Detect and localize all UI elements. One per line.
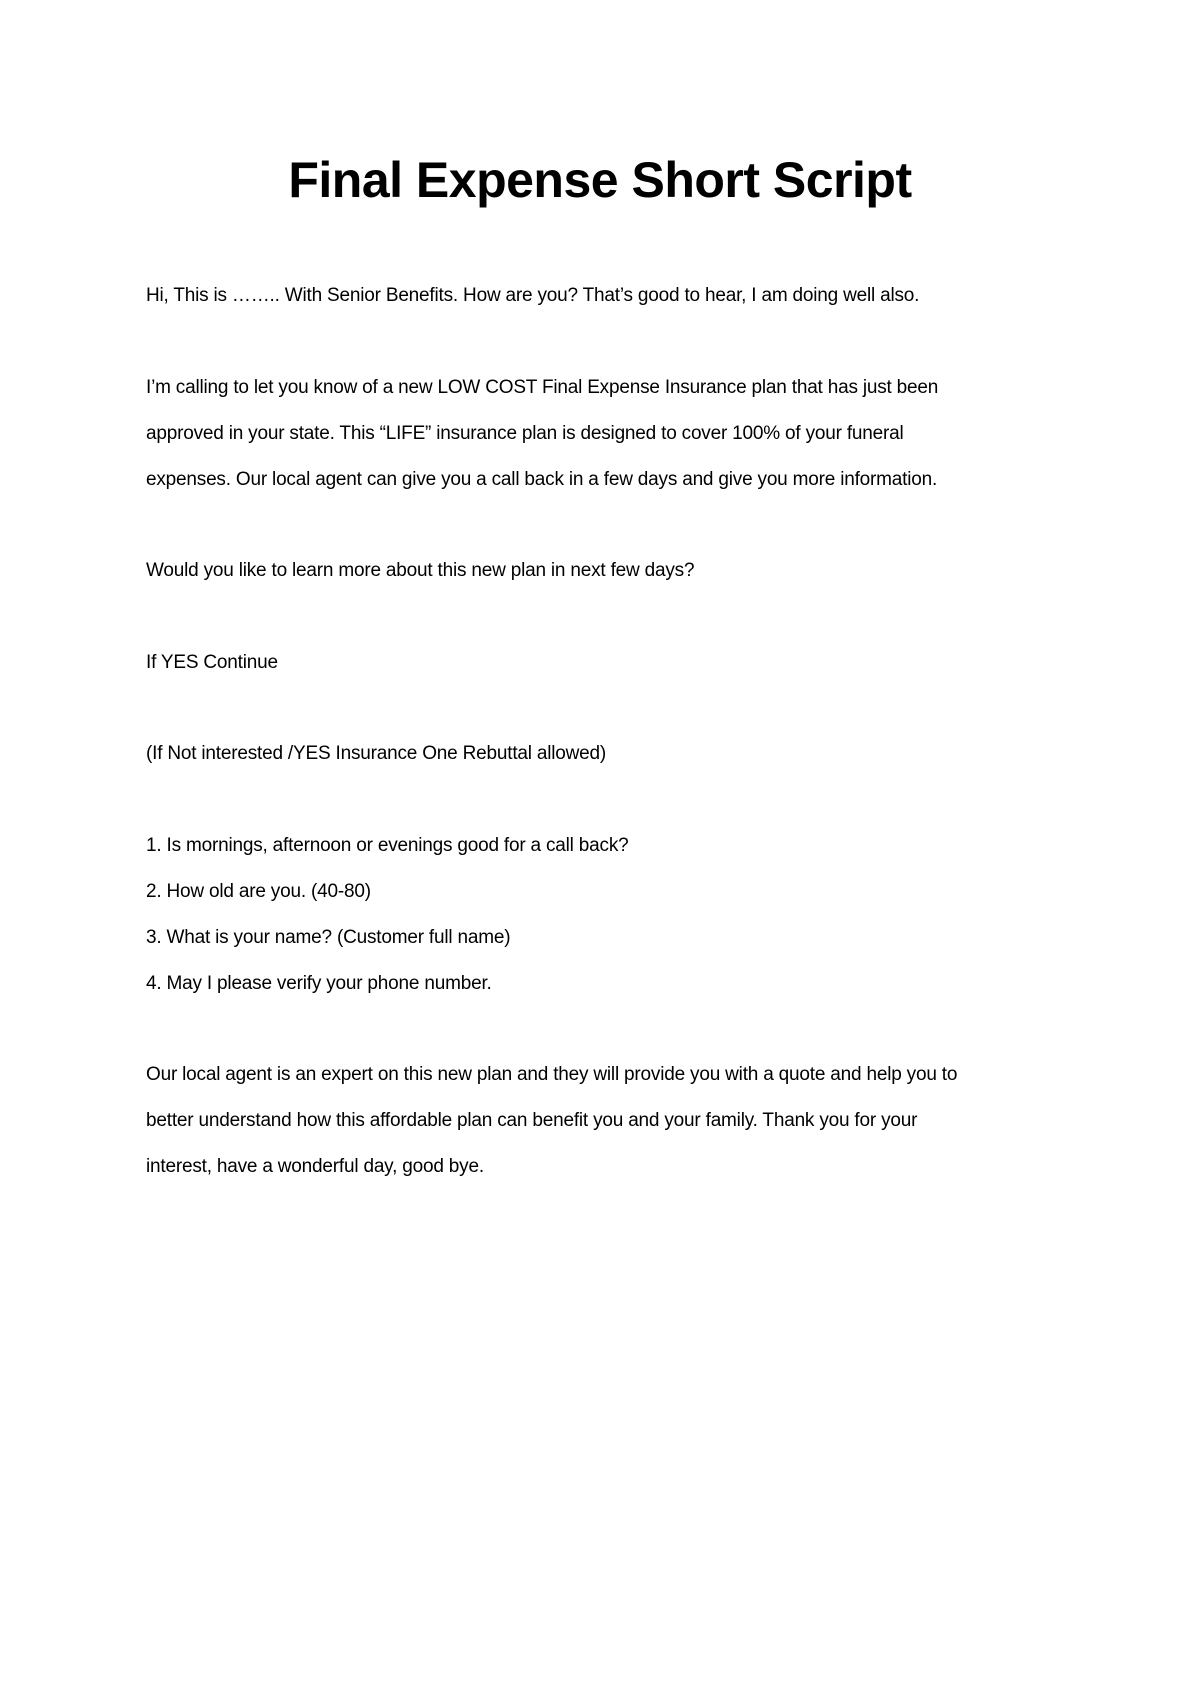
step-1: 1. Is mornings, afternoon or evenings good for a call back? (146, 835, 629, 856)
intro-line-3: expenses. Our local agent can give you a call back in a few days and give you more information. (146, 469, 938, 490)
if-yes-line: If YES Continue (146, 652, 278, 673)
intro-line-2: approved in your state. This “LIFE” insurance plan is designed to cover 100% of your funeral (146, 423, 904, 444)
rebuttal-note: (If Not interested /YES Insurance One Rebuttal allowed) (146, 743, 607, 764)
closing-line-1: Our local agent is an expert on this new plan and they will provide you with a quote and help you to (146, 1064, 958, 1085)
step-4: 4. May I please verify your phone number. (146, 973, 492, 994)
closing-line-2: better understand how this affordable plan can benefit you and your family. Thank you for your (146, 1110, 918, 1131)
document-title: Final Expense Short Script (288, 152, 912, 208)
step-2: 2. How old are you. (40-80) (146, 881, 371, 902)
step-3: 3. What is your name? (Customer full name) (146, 927, 511, 948)
greeting-line: Hi, This is …….. With Senior Benefits. How are you? That’s good to hear, I am doing well also. (146, 285, 920, 306)
closing-line-3: interest, have a wonderful day, good bye. (146, 1156, 484, 1177)
intro-line-1: I’m calling to let you know of a new LOW COST Final Expense Insurance plan that has just been (146, 377, 939, 398)
question-line: Would you like to learn more about this new plan in next few days? (146, 560, 695, 581)
